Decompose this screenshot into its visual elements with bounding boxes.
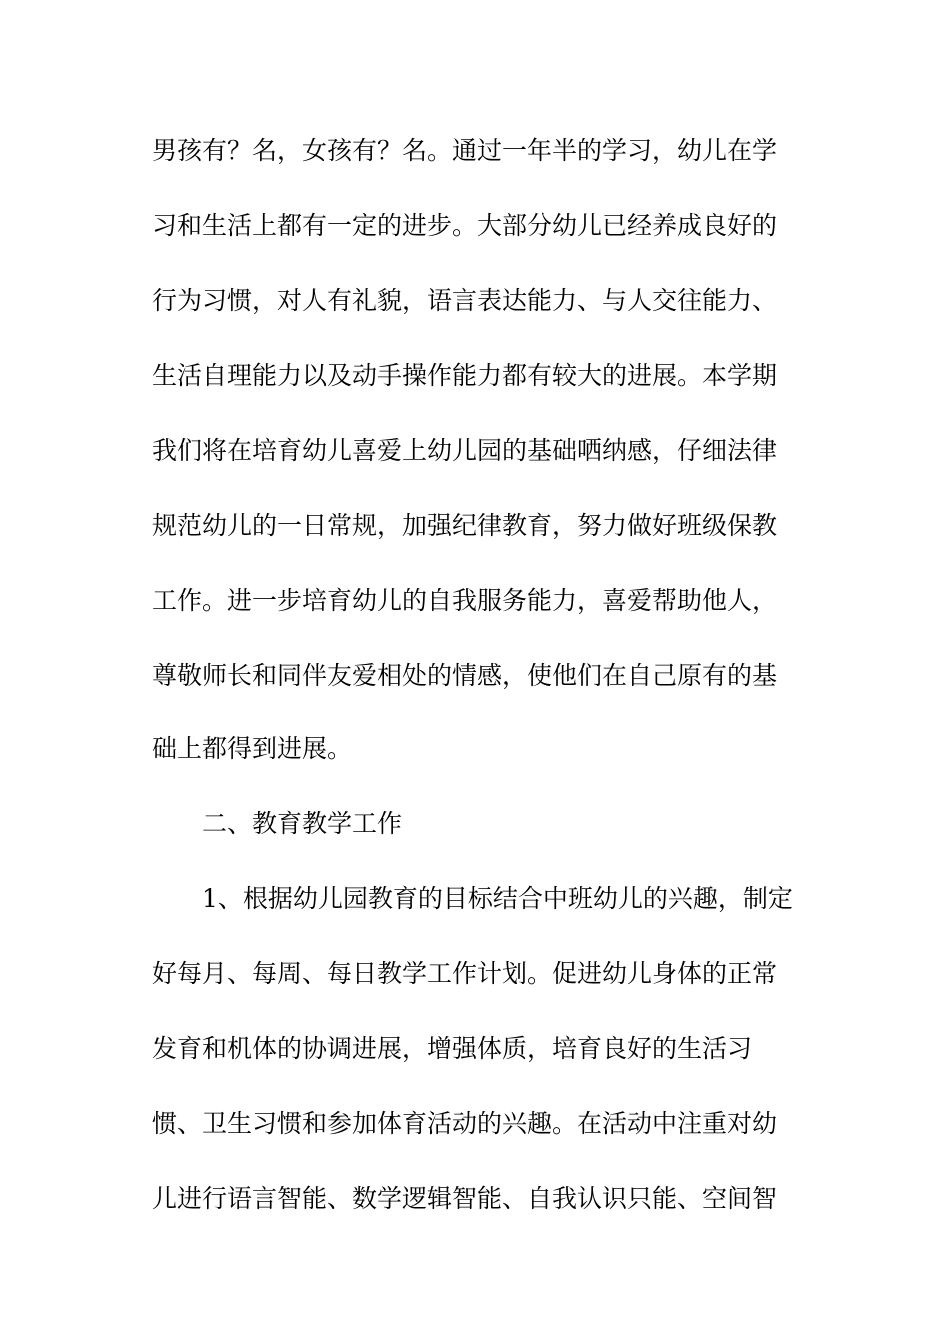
paragraph-line: 生活自理能力以及动手操作能力都有较大的进展。本学期 — [152, 361, 778, 390]
section-heading: 二、教育教学工作 — [202, 809, 403, 838]
paragraph-line: 发育和机体的协调进展，增强体质，培育良好的生活习 — [152, 1034, 753, 1063]
paragraph-line: 尊敬师长和同伴友爱相处的情感，使他们在自己原有的基 — [152, 661, 778, 690]
paragraph-line: 行为习惯，对人有礼貌，语言表达能力、与人交往能力、 — [152, 286, 778, 315]
paragraph-line: 1、根据幼儿园教育的目标结合中班幼儿的兴趣，制定 — [202, 884, 793, 913]
paragraph-line: 好每月、每周、每日教学工作计划。促进幼儿身体的正常 — [152, 959, 778, 988]
paragraph-line: 工作。进一步培育幼儿的自我服务能力，喜爱帮助他人， — [152, 586, 778, 615]
paragraph-line: 规范幼儿的一日常规，加强纪律教育，努力做好班级保教 — [152, 511, 778, 540]
paragraph-line: 男孩有？名，女孩有？名。通过一年半的学习，幼儿在学 — [152, 136, 778, 165]
paragraph-line: 惯、卫生习惯和参加体育活动的兴趣。在活动中注重对幼 — [152, 1109, 778, 1138]
paragraph-line: 我们将在培育幼儿喜爱上幼儿园的基础哂纳感，仔细法律 — [152, 436, 778, 465]
paragraph-line: 础上都得到进展。 — [152, 734, 353, 763]
paragraph-line: 习和生活上都有一定的进步。大部分幼儿已经养成良好的 — [152, 211, 778, 240]
paragraph-line: 儿进行语言智能、数学逻辑智能、自我认识只能、空间智 — [152, 1184, 778, 1213]
